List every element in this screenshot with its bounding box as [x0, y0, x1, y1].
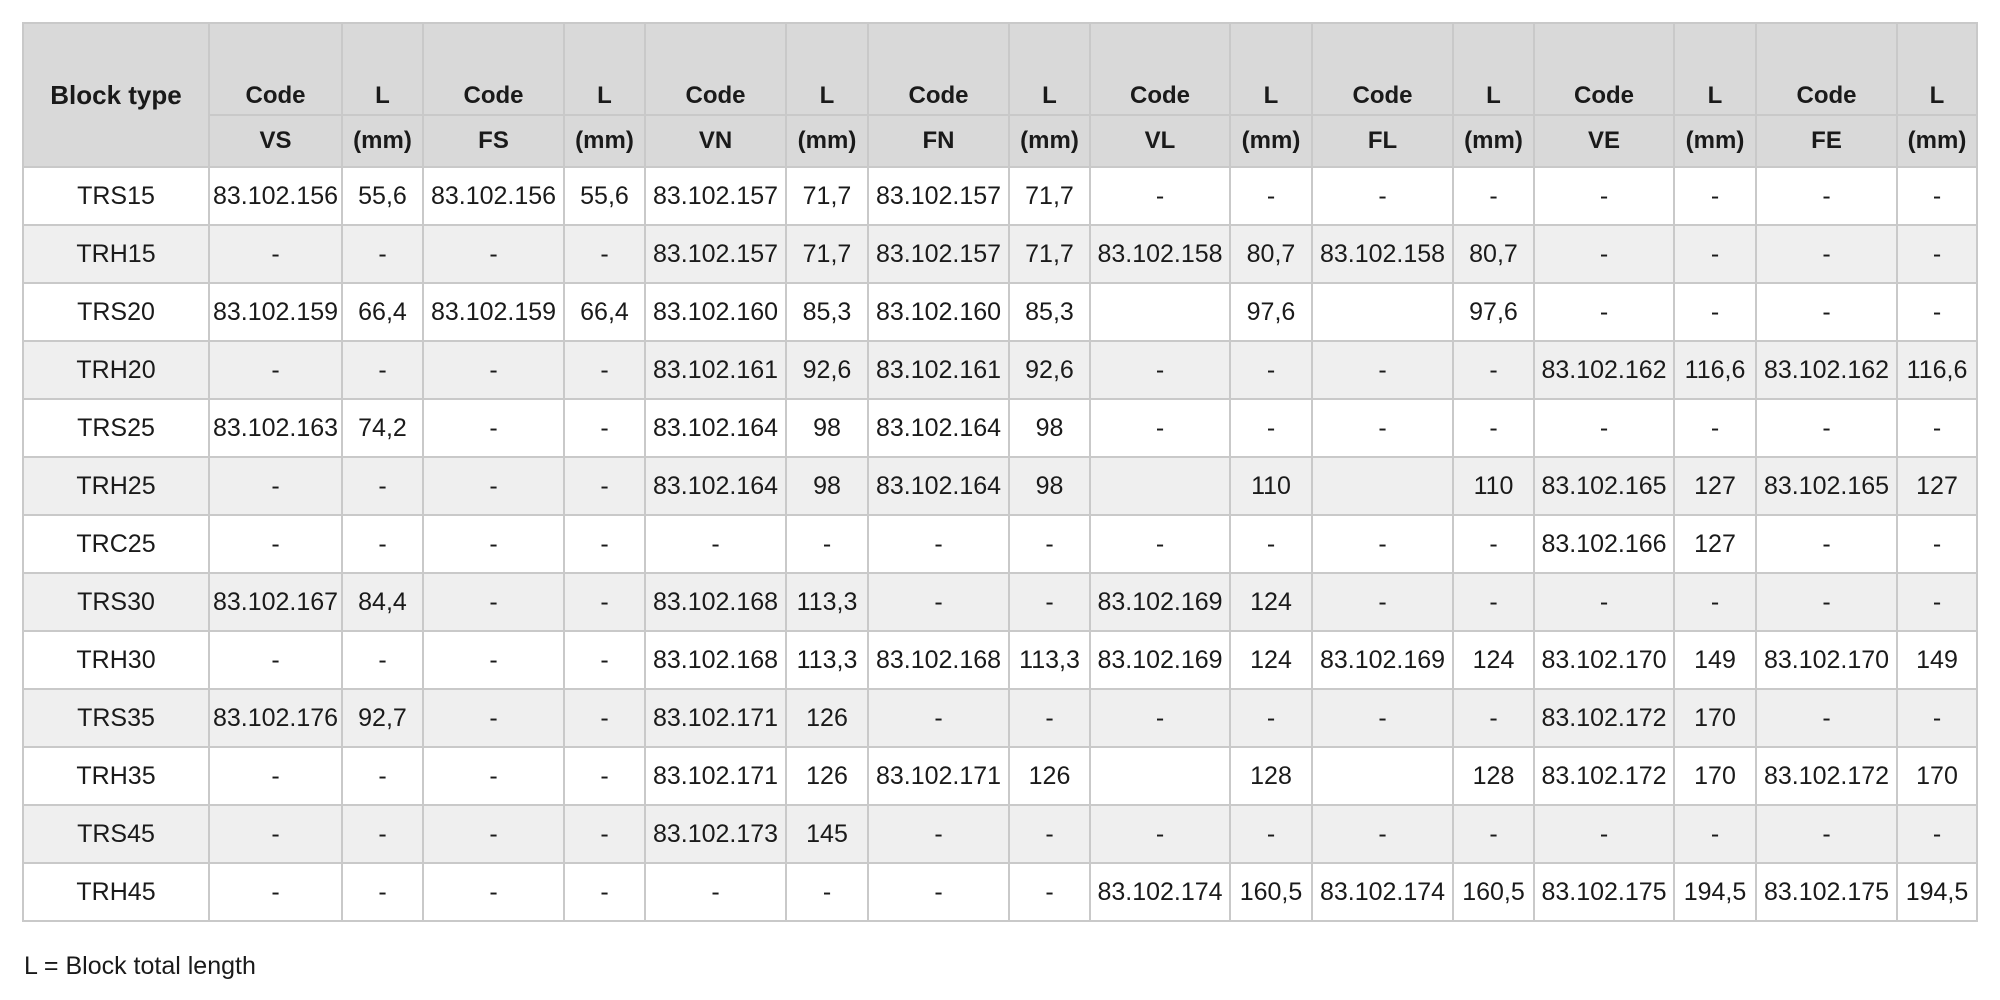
- code-cell: 83.102.170: [1534, 631, 1674, 689]
- block-type-cell: TRH35: [23, 747, 209, 805]
- table-row: [23, 341, 1977, 399]
- code-cell: 83.102.165: [1756, 457, 1897, 515]
- code-variant-subheader: VL: [1090, 115, 1230, 167]
- code-cell: -: [1534, 225, 1674, 283]
- code-cell: -: [1312, 805, 1453, 863]
- code-cell: -: [209, 863, 342, 921]
- code-cell: 83.102.168: [645, 631, 786, 689]
- length-cell: 98: [786, 399, 868, 457]
- length-cell: -: [1897, 399, 1977, 457]
- length-cell: 98: [786, 457, 868, 515]
- length-unit-subheader: (mm): [1009, 115, 1090, 167]
- code-cell: 83.102.157: [868, 167, 1009, 225]
- length-column-header: L: [1674, 23, 1756, 115]
- length-cell: -: [564, 457, 645, 515]
- code-column-header: Code: [1312, 23, 1453, 115]
- length-cell: 92,6: [786, 341, 868, 399]
- length-cell: -: [1674, 805, 1756, 863]
- code-cell: -: [1312, 515, 1453, 573]
- length-cell: 55,6: [342, 167, 423, 225]
- length-unit-subheader: (mm): [1453, 115, 1534, 167]
- length-cell: 113,3: [1009, 631, 1090, 689]
- code-cell: [1312, 747, 1453, 805]
- length-unit-subheader: (mm): [786, 115, 868, 167]
- code-cell: 83.102.168: [868, 631, 1009, 689]
- length-cell: -: [1230, 167, 1312, 225]
- code-cell: [1312, 457, 1453, 515]
- code-variant-subheader: VN: [645, 115, 786, 167]
- code-cell: [1090, 747, 1230, 805]
- code-cell: -: [868, 805, 1009, 863]
- length-cell: 128: [1453, 747, 1534, 805]
- code-cell: 83.102.174: [1090, 863, 1230, 921]
- code-cell: 83.102.175: [1756, 863, 1897, 921]
- code-cell: 83.102.157: [645, 167, 786, 225]
- code-cell: 83.102.172: [1534, 689, 1674, 747]
- length-cell: -: [1230, 341, 1312, 399]
- code-column-header: Code: [1090, 23, 1230, 115]
- length-cell: -: [1009, 573, 1090, 631]
- code-cell: -: [1534, 283, 1674, 341]
- length-cell: -: [564, 399, 645, 457]
- code-cell: -: [1090, 167, 1230, 225]
- length-cell: 170: [1674, 747, 1756, 805]
- code-cell: 83.102.175: [1534, 863, 1674, 921]
- length-cell: 160,5: [1453, 863, 1534, 921]
- length-cell: 170: [1674, 689, 1756, 747]
- length-cell: 194,5: [1897, 863, 1977, 921]
- code-column-header: Code: [423, 23, 564, 115]
- code-cell: -: [1756, 167, 1897, 225]
- code-cell: 83.102.165: [1534, 457, 1674, 515]
- block-type-cell: TRH25: [23, 457, 209, 515]
- length-cell: 149: [1674, 631, 1756, 689]
- code-cell: -: [868, 863, 1009, 921]
- code-column-header: Code: [1534, 23, 1674, 115]
- length-cell: -: [1674, 399, 1756, 457]
- code-cell: 83.102.171: [645, 747, 786, 805]
- table-row: [23, 399, 1977, 457]
- code-cell: -: [868, 573, 1009, 631]
- table-row: [23, 863, 1977, 921]
- code-cell: -: [1312, 689, 1453, 747]
- code-cell: 83.102.171: [645, 689, 786, 747]
- code-cell: -: [1312, 573, 1453, 631]
- table-row: [23, 631, 1977, 689]
- code-column-header: Code: [209, 23, 342, 115]
- length-unit-subheader: (mm): [564, 115, 645, 167]
- code-cell: 83.102.164: [868, 399, 1009, 457]
- block-type-cell: TRS25: [23, 399, 209, 457]
- code-cell: 83.102.160: [645, 283, 786, 341]
- code-column-header: Code: [868, 23, 1009, 115]
- code-cell: 83.102.159: [423, 283, 564, 341]
- code-cell: 83.102.171: [868, 747, 1009, 805]
- length-unit-subheader: (mm): [1674, 115, 1756, 167]
- table-row: [23, 167, 1977, 225]
- length-cell: 160,5: [1230, 863, 1312, 921]
- code-cell: -: [1756, 283, 1897, 341]
- length-cell: -: [342, 805, 423, 863]
- length-cell: 55,6: [564, 167, 645, 225]
- code-cell: 83.102.170: [1756, 631, 1897, 689]
- table-row: [23, 747, 1977, 805]
- code-variant-subheader: FS: [423, 115, 564, 167]
- length-cell: -: [342, 515, 423, 573]
- code-cell: -: [423, 515, 564, 573]
- table-row: [23, 457, 1977, 515]
- length-cell: -: [1897, 225, 1977, 283]
- length-cell: -: [564, 689, 645, 747]
- code-variant-subheader: FN: [868, 115, 1009, 167]
- length-cell: -: [786, 863, 868, 921]
- code-cell: -: [1534, 167, 1674, 225]
- code-cell: -: [1312, 341, 1453, 399]
- length-cell: 124: [1453, 631, 1534, 689]
- length-column-header: L: [786, 23, 868, 115]
- code-cell: -: [423, 341, 564, 399]
- length-cell: -: [342, 341, 423, 399]
- code-cell: -: [868, 515, 1009, 573]
- length-cell: -: [1009, 805, 1090, 863]
- block-type-cell: TRH20: [23, 341, 209, 399]
- code-cell: 83.102.156: [423, 167, 564, 225]
- length-cell: -: [1674, 283, 1756, 341]
- length-cell: -: [1897, 805, 1977, 863]
- length-cell: -: [1453, 399, 1534, 457]
- code-cell: -: [423, 689, 564, 747]
- length-cell: -: [342, 631, 423, 689]
- code-cell: 83.102.172: [1534, 747, 1674, 805]
- code-cell: -: [1312, 167, 1453, 225]
- code-cell: -: [1756, 689, 1897, 747]
- length-cell: 71,7: [786, 167, 868, 225]
- code-cell: -: [209, 515, 342, 573]
- block-type-cell: TRS20: [23, 283, 209, 341]
- length-cell: -: [1230, 399, 1312, 457]
- block-type-cell: TRC25: [23, 515, 209, 573]
- code-cell: -: [1090, 515, 1230, 573]
- code-cell: -: [209, 631, 342, 689]
- length-cell: 170: [1897, 747, 1977, 805]
- length-cell: 127: [1674, 515, 1756, 573]
- code-cell: 83.102.169: [1090, 573, 1230, 631]
- length-cell: -: [1897, 689, 1977, 747]
- code-cell: -: [1756, 399, 1897, 457]
- code-cell: -: [209, 341, 342, 399]
- length-cell: 92,6: [1009, 341, 1090, 399]
- code-cell: -: [1312, 399, 1453, 457]
- length-unit-subheader: (mm): [1897, 115, 1977, 167]
- length-column-header: L: [1897, 23, 1977, 115]
- table-row: [23, 283, 1977, 341]
- length-cell: 126: [1009, 747, 1090, 805]
- length-cell: -: [564, 747, 645, 805]
- code-cell: -: [645, 863, 786, 921]
- length-cell: 71,7: [786, 225, 868, 283]
- code-cell: -: [209, 225, 342, 283]
- length-cell: 66,4: [342, 283, 423, 341]
- length-cell: -: [342, 863, 423, 921]
- code-cell: 83.102.163: [209, 399, 342, 457]
- code-cell: -: [209, 457, 342, 515]
- length-cell: -: [564, 631, 645, 689]
- code-cell: 83.102.157: [868, 225, 1009, 283]
- code-cell: -: [209, 747, 342, 805]
- length-cell: -: [1009, 689, 1090, 747]
- length-column-header: L: [1453, 23, 1534, 115]
- length-column-header: L: [564, 23, 645, 115]
- length-cell: -: [1674, 167, 1756, 225]
- length-column-header: L: [1230, 23, 1312, 115]
- code-cell: -: [1534, 399, 1674, 457]
- length-cell: 80,7: [1230, 225, 1312, 283]
- code-variant-subheader: VS: [209, 115, 342, 167]
- table-row: [23, 515, 1977, 573]
- table-header: [23, 23, 1977, 167]
- length-cell: -: [1230, 805, 1312, 863]
- length-unit-subheader: (mm): [342, 115, 423, 167]
- code-cell: 83.102.162: [1756, 341, 1897, 399]
- code-cell: -: [423, 573, 564, 631]
- code-cell: -: [1756, 515, 1897, 573]
- code-cell: -: [423, 457, 564, 515]
- code-cell: 83.102.174: [1312, 863, 1453, 921]
- length-cell: 74,2: [342, 399, 423, 457]
- code-cell: -: [423, 399, 564, 457]
- length-cell: 149: [1897, 631, 1977, 689]
- code-cell: 83.102.162: [1534, 341, 1674, 399]
- length-cell: -: [564, 515, 645, 573]
- code-cell: -: [423, 863, 564, 921]
- table-body: [23, 167, 1977, 921]
- code-cell: -: [423, 631, 564, 689]
- code-cell: -: [209, 805, 342, 863]
- code-cell: 83.102.160: [868, 283, 1009, 341]
- length-cell: -: [1453, 515, 1534, 573]
- length-cell: 85,3: [786, 283, 868, 341]
- length-cell: -: [342, 747, 423, 805]
- length-cell: -: [1009, 863, 1090, 921]
- block-type-cell: TRS45: [23, 805, 209, 863]
- length-cell: 98: [1009, 457, 1090, 515]
- length-unit-subheader: (mm): [1230, 115, 1312, 167]
- length-cell: -: [1453, 341, 1534, 399]
- length-cell: 124: [1230, 573, 1312, 631]
- length-cell: 128: [1230, 747, 1312, 805]
- code-cell: 83.102.164: [645, 457, 786, 515]
- length-cell: -: [564, 341, 645, 399]
- length-cell: -: [1453, 805, 1534, 863]
- block-length-table: [22, 22, 1978, 922]
- length-cell: 113,3: [786, 631, 868, 689]
- length-cell: -: [342, 225, 423, 283]
- length-cell: 98: [1009, 399, 1090, 457]
- code-column-header: Code: [1756, 23, 1897, 115]
- length-cell: -: [1230, 515, 1312, 573]
- code-cell: -: [423, 747, 564, 805]
- length-cell: 71,7: [1009, 167, 1090, 225]
- code-cell: 83.102.173: [645, 805, 786, 863]
- length-cell: -: [1453, 167, 1534, 225]
- code-cell: -: [1534, 805, 1674, 863]
- table-row: [23, 225, 1977, 283]
- length-cell: -: [1230, 689, 1312, 747]
- length-cell: -: [564, 225, 645, 283]
- footnote: L = Block total length: [24, 952, 256, 980]
- code-cell: -: [1756, 225, 1897, 283]
- code-cell: 83.102.176: [209, 689, 342, 747]
- code-variant-subheader: VE: [1534, 115, 1674, 167]
- code-cell: 83.102.159: [209, 283, 342, 341]
- block-type-cell: TRH15: [23, 225, 209, 283]
- length-cell: 127: [1897, 457, 1977, 515]
- code-cell: 83.102.168: [645, 573, 786, 631]
- code-cell: 83.102.156: [209, 167, 342, 225]
- block-type-cell: TRH45: [23, 863, 209, 921]
- code-cell: 83.102.164: [645, 399, 786, 457]
- length-column-header: L: [1009, 23, 1090, 115]
- code-cell: 83.102.169: [1090, 631, 1230, 689]
- code-cell: 83.102.161: [868, 341, 1009, 399]
- length-cell: -: [1674, 225, 1756, 283]
- code-cell: [1090, 457, 1230, 515]
- length-cell: -: [1453, 573, 1534, 631]
- block-length-table-container: [22, 22, 1976, 922]
- block-type-cell: TRH30: [23, 631, 209, 689]
- code-column-header: Code: [645, 23, 786, 115]
- length-cell: -: [564, 573, 645, 631]
- code-cell: 83.102.167: [209, 573, 342, 631]
- code-cell: -: [1756, 805, 1897, 863]
- length-cell: -: [1674, 573, 1756, 631]
- code-cell: -: [645, 515, 786, 573]
- length-cell: -: [1897, 515, 1977, 573]
- code-cell: 83.102.161: [645, 341, 786, 399]
- length-cell: 145: [786, 805, 868, 863]
- length-cell: 126: [786, 689, 868, 747]
- length-cell: 97,6: [1230, 283, 1312, 341]
- length-cell: 84,4: [342, 573, 423, 631]
- code-cell: -: [868, 689, 1009, 747]
- block-type-cell: TRS35: [23, 689, 209, 747]
- length-cell: -: [564, 863, 645, 921]
- block-type-cell: TRS15: [23, 167, 209, 225]
- code-cell: 83.102.164: [868, 457, 1009, 515]
- table-row: [23, 805, 1977, 863]
- length-cell: 71,7: [1009, 225, 1090, 283]
- table-row: [23, 573, 1977, 631]
- code-cell: 83.102.158: [1090, 225, 1230, 283]
- length-cell: 116,6: [1674, 341, 1756, 399]
- length-cell: -: [1897, 167, 1977, 225]
- length-cell: 110: [1230, 457, 1312, 515]
- length-cell: 85,3: [1009, 283, 1090, 341]
- length-cell: 194,5: [1674, 863, 1756, 921]
- length-cell: 66,4: [564, 283, 645, 341]
- code-cell: -: [1090, 399, 1230, 457]
- code-cell: -: [1090, 341, 1230, 399]
- length-cell: -: [1897, 573, 1977, 631]
- code-cell: [1090, 283, 1230, 341]
- code-cell: -: [423, 225, 564, 283]
- code-cell: -: [1756, 573, 1897, 631]
- code-cell: 83.102.157: [645, 225, 786, 283]
- table-row: [23, 689, 1977, 747]
- length-cell: 97,6: [1453, 283, 1534, 341]
- length-cell: -: [1897, 283, 1977, 341]
- code-cell: [1312, 283, 1453, 341]
- length-cell: -: [342, 457, 423, 515]
- code-cell: 83.102.158: [1312, 225, 1453, 283]
- code-variant-subheader: FE: [1756, 115, 1897, 167]
- code-cell: -: [1534, 573, 1674, 631]
- length-cell: -: [786, 515, 868, 573]
- code-cell: -: [1090, 689, 1230, 747]
- code-cell: 83.102.166: [1534, 515, 1674, 573]
- length-cell: 124: [1230, 631, 1312, 689]
- length-cell: 80,7: [1453, 225, 1534, 283]
- block-type-header: Block type: [23, 23, 209, 167]
- code-cell: 83.102.172: [1756, 747, 1897, 805]
- length-column-header: L: [342, 23, 423, 115]
- length-cell: 126: [786, 747, 868, 805]
- length-cell: 92,7: [342, 689, 423, 747]
- length-cell: -: [1009, 515, 1090, 573]
- block-type-cell: TRS30: [23, 573, 209, 631]
- length-cell: 116,6: [1897, 341, 1977, 399]
- code-variant-subheader: FL: [1312, 115, 1453, 167]
- code-cell: -: [423, 805, 564, 863]
- length-cell: 110: [1453, 457, 1534, 515]
- length-cell: -: [1453, 689, 1534, 747]
- length-cell: 113,3: [786, 573, 868, 631]
- code-cell: 83.102.169: [1312, 631, 1453, 689]
- length-cell: 127: [1674, 457, 1756, 515]
- length-cell: -: [564, 805, 645, 863]
- code-cell: -: [1090, 805, 1230, 863]
